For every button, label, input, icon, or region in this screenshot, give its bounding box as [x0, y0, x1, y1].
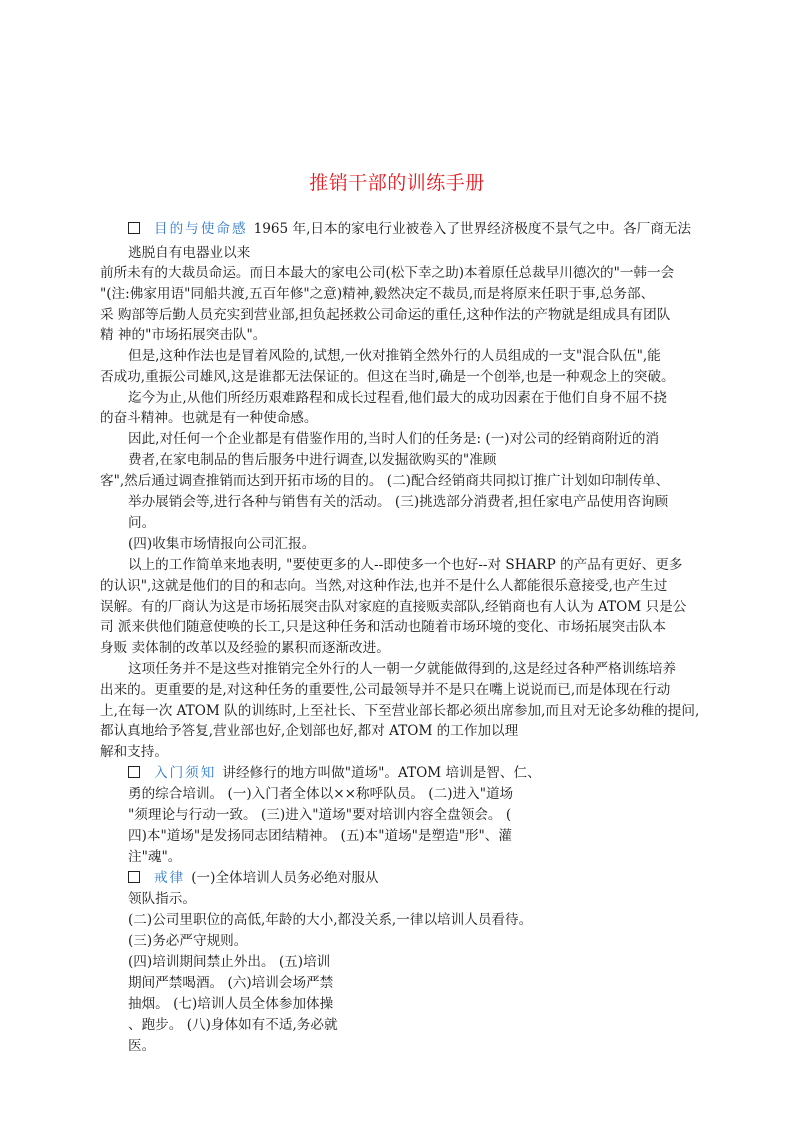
paragraph-line: 举办展销会等,进行各种与销售有关的活动。 (三)挑选部分消费者,担任家电产品使用咨询顾	[128, 494, 669, 510]
paragraph-line: 这项任务并不是这些对推销完全外行的人一朝一夕就能做得到的,这是经过各种严格训练培养	[128, 661, 677, 677]
paragraph-line: "须理论与行动一致。 (三)进入"道场"要对培训内容全盘领会。 (	[128, 807, 512, 823]
paragraph-line: 的奋斗精神。也就是有一种使命感。	[100, 410, 318, 426]
paragraph-line: 客",然后通过调查推销而达到开拓市场的目的。 (二)配合经销商共同拟订推广计划如印制传单、	[100, 473, 670, 489]
checkbox-square-icon	[128, 766, 140, 778]
paragraph-line: 以上的工作简单来地表明, "要使更多的人--即使多一个也好--对 SHARP 的产品有更好、更多	[128, 557, 683, 573]
paragraph-line: 医。	[128, 1038, 156, 1054]
paragraph-line: 迄今为止,从他们所经历艰难路程和成长过程看,他们最大的成功因素在于他们自身不屈不挠	[128, 390, 667, 406]
paragraph-line: 的认识",这就是他们的目的和志向。当然,对这种作法,也并不是什么人都能很乐意接受,也产生过	[100, 578, 668, 594]
paragraph-line: 解和支持。	[100, 744, 168, 760]
paragraph-line: "(注:佛家用语"同船共渡,五百年修"之意)精神,毅然决定不裁员,而是将原来任职于事,总务部、	[100, 286, 655, 302]
paragraph-line: 、跑步。 (八)身体如有不适,务必就	[128, 1017, 338, 1033]
paragraph-line: 上,在每一次 ATOM 队的训练时,上至社长、下至营业部长都必须出席参加,而且对无论多幼稚的提问,	[100, 703, 700, 719]
section-keyword: 入门须知	[154, 765, 217, 781]
section-heading-line	[128, 868, 379, 888]
document-title: 推销干部的训练手册	[309, 172, 485, 194]
paragraph-line: 逃脱自有电器业以来	[128, 245, 251, 261]
paragraph-line: 精 神的"市场拓展突击队"。	[100, 327, 267, 343]
paragraph-line: 但是,这种作法也是冒着风险的,试想,一伙对推销全然外行的人员组成的一支"混合队伍",能	[128, 348, 661, 364]
section-keyword: 目的与使命感	[154, 221, 248, 237]
paragraph-line: 采 购部等后勤人员充实到营业部,担负起拯救公司命运的重任,这种作法的产物就是组成具有团队	[100, 307, 671, 323]
paragraph-line: 出来的。更重要的是,对这种任务的重要性,公司最领导并不是只在嘴上说说而已,而是体现在行动	[100, 682, 671, 698]
paragraph-line: 否成功,重振公司雄风,这是谁都无法保证的。但这在当时,确是一个创举,也是一种观念上的突破。	[100, 369, 675, 385]
paragraph-line: 因此,对任何一个企业都是有借鉴作用的,当时人们的任务是: (一)对公司的经销商附近的消	[128, 431, 660, 447]
paragraph-line: 期间严禁喝酒。 (六)培训会场严禁	[128, 975, 334, 991]
paragraph-line: 领队指示。	[128, 891, 196, 907]
paragraph-line: 前所未有的大裁员命运。而日本最大的家电公司(松下幸之助)本着原任总裁早川德次的"一韩一会	[100, 265, 675, 281]
section-heading-line	[128, 763, 541, 783]
paragraph-text: (一)全体培训人员务必绝对服从	[191, 870, 379, 886]
paragraph-line: (三)务必严守规则。	[128, 933, 248, 949]
paragraph-line: 四)本"道场"是发扬同志团结精神。 (五)本"道场"是塑造"形"、灌	[128, 828, 512, 844]
paragraph-line: (二)公司里职位的高低,年龄的大小,都没关系,一律以培训人员看待。	[128, 912, 533, 928]
paragraph-line: 费者,在家电制品的售后服务中进行调查,以发掘欲购买的"准顾	[128, 452, 497, 468]
paragraph-text: 1965 年,日本的家电行业被卷入了世界经济极度不景气之中。各厂商无法	[253, 221, 692, 237]
paragraph-line: (四)收集市场情报向公司汇报。	[128, 536, 316, 552]
paragraph-line: 注"魂"。	[128, 849, 182, 865]
paragraph-line: (四)培训期间禁止外出。 (五)培训	[128, 954, 331, 970]
paragraph-line: 身贩 卖体制的改革以及经验的累积而逐渐改进。	[100, 640, 390, 656]
paragraph-line: 误解。有的厂商认为这是市场拓展突击队对家庭的直接贩卖部队,经销商也有人认为 ATOM 只是公	[100, 599, 687, 615]
paragraph-line: 抽烟。 (七)培训人员全体参加体操	[128, 996, 334, 1012]
paragraph-line: 都认真地给予答复,营业部也好,企划部也好,都对 ATOM 的工作加以理	[100, 723, 519, 739]
paragraph-text: 讲经修行的地方叫做"道场"。ATOM 培训是智、仁、	[222, 765, 541, 781]
section-keyword: 戒律	[154, 870, 186, 886]
checkbox-square-icon	[128, 871, 140, 883]
paragraph-line: 问。	[128, 515, 156, 531]
checkbox-square-icon	[128, 222, 140, 234]
section-heading-line	[128, 219, 691, 239]
paragraph-line: 勇的综合培训。 (一)入门者全体以××称呼队员。 (二)进入"道场	[128, 786, 514, 802]
paragraph-line: 司 派来供他们随意使唤的长工,只是这种任务和活动也随着市场环境的变化、市场拓展突击队本	[100, 619, 666, 635]
